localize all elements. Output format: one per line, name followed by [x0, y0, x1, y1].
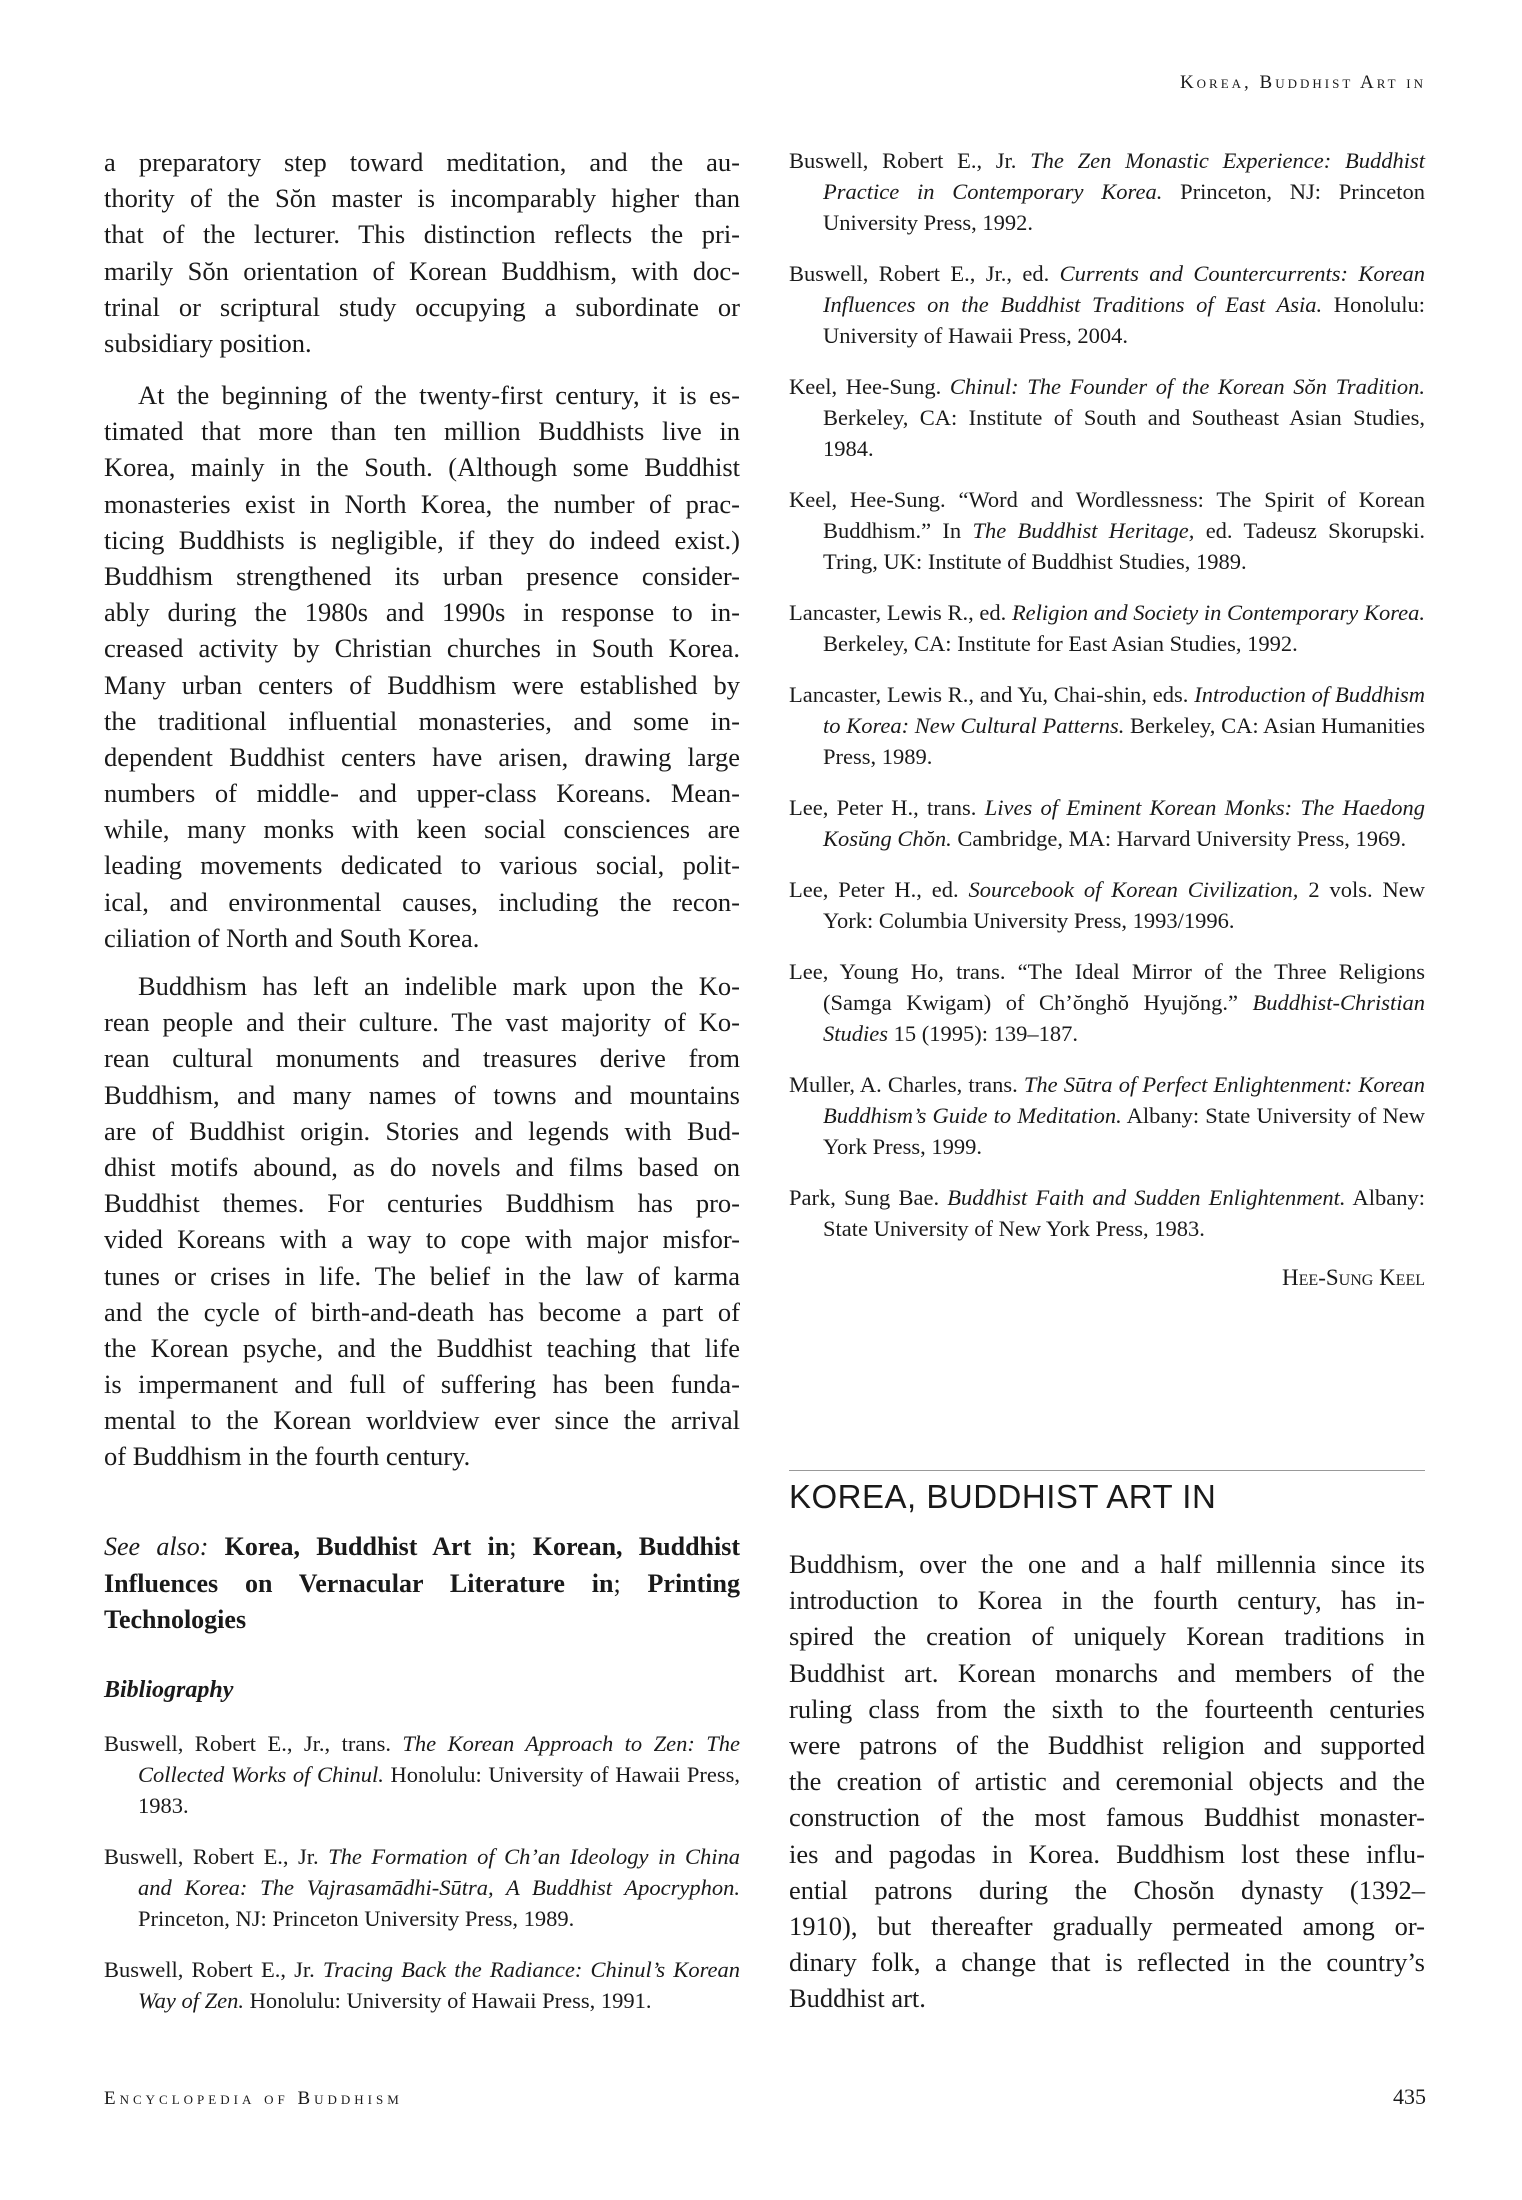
text-line: thority of the Sŏn master is incomparably higher than [104, 183, 740, 214]
entry-text: Princeton, NJ: Princeton University Press, 1992. [823, 179, 1425, 235]
bibliography-entry [789, 145, 1425, 238]
entry-title: Sourcebook of Korean Civilization, [968, 877, 1299, 902]
bibliography-list-left [104, 1728, 740, 2036]
see-also-link[interactable]: Korean, Buddhist Influences on Vernacular Literature in [104, 1532, 740, 1598]
text-line: Korea, mainly in the South. (Although some Buddhist [104, 452, 740, 483]
entry-text: Princeton, NJ: Princeton University Press, 1989. [138, 1906, 575, 1931]
entry-title: Buddhist-Christian Studies [823, 990, 1425, 1046]
entry-title: The Formation of Ch’an Ideology in China and Korea: The Vajrasamādhi-Sūtra, A Buddhist Apocryphon. [138, 1844, 740, 1900]
entry-text: Berkeley, CA: Asian Humanities Press, 1989. [823, 713, 1425, 769]
see-also-label: See also: [104, 1532, 209, 1561]
text-line: timated that more than ten million Buddhists live in [104, 416, 740, 447]
text-line: ciliation of North and South Korea. [104, 922, 480, 953]
entry-text: Lee, Peter H., trans. [789, 795, 985, 820]
entry-text: Lee, Peter H., ed. [789, 877, 969, 902]
entry-text: Keel, Hee-Sung. [789, 374, 950, 399]
entry-text: Berkeley, CA: Institute for East Asian Studies, 1992. [823, 631, 1298, 656]
entry-title: Religion and Society in Contemporary Korea. [1011, 600, 1425, 625]
see-also: See also: Korea, Buddhist Art in; Korean, Buddhist Influences on Vernacular Literature in; Printing Technologies [104, 1532, 740, 1635]
entry-text: 15 (1995): 139–187. [888, 1021, 1078, 1046]
text-line: the traditional influential monasteries, and some in- [104, 705, 740, 736]
text-line: subsidiary position. [104, 327, 312, 358]
text-line: a preparatory step toward meditation, and the au- [104, 147, 740, 177]
running-head: Korea, Buddhist Art in [1179, 72, 1426, 93]
paragraph [104, 968, 740, 1475]
entry-title: The Zen Monastic Experience: Buddhist Practice in Contemporary Korea. [823, 148, 1425, 204]
text-line: numbers of middle- and upper-class Koreans. Mean- [104, 778, 740, 809]
text-line: were patrons of the Buddhist religion and supported [789, 1729, 1425, 1760]
text-line: ential patrons during the Chosŏn dynasty (1392– [789, 1874, 1425, 1905]
entry-title: Chinul: The Founder of the Korean Sŏn Tradition. [949, 374, 1425, 399]
entry-text: Cambridge, MA: Harvard University Press, 1969. [951, 826, 1407, 851]
bibliography-entry [789, 1069, 1425, 1162]
bibliography-entry [104, 1841, 740, 1934]
text-line: while, many monks with keen social consciences are [104, 814, 740, 845]
text-line: marily Sŏn orientation of Korean Buddhism, with doc- [104, 255, 740, 286]
entry-text: Park, Sung Bae. [789, 1185, 948, 1210]
bibliography-entry [104, 1954, 740, 2016]
entry-text: Buswell, Robert E., Jr. [789, 148, 1031, 173]
bibliography-entry [789, 679, 1425, 772]
text-line: Buddhism, and many names of towns and mountains [104, 1079, 740, 1110]
text-line: trinal or scriptural study occupying a subordinate or [104, 291, 740, 322]
article-title: KOREA, BUDDHIST ART IN [789, 1478, 1217, 1515]
entry-text: Berkeley, CA: Institute of South and Southeast Asian Studies, 1984. [823, 405, 1425, 461]
entry-text: Buswell, Robert E., Jr. [104, 1844, 329, 1869]
bibliography-entry [789, 1182, 1425, 1244]
entry-text: Honolulu: University of Hawaii Press, 2004. [823, 292, 1425, 348]
text-line: Buddhism strengthened its urban presence consider- [104, 560, 740, 591]
bibliography-entry [789, 956, 1425, 1049]
text-line: Buddhist art. Korean monarchs and members of the [789, 1657, 1425, 1688]
bibliography-entry [104, 1728, 740, 1821]
text-line: and the cycle of birth-and-death has become a part of [104, 1296, 740, 1327]
text-line: ruling class from the sixth to the fourteenth centuries [789, 1693, 1425, 1724]
text-line: ably during the 1980s and 1990s in response to in- [104, 597, 740, 628]
article-body [789, 1546, 1425, 2016]
footer-publication: Encyclopedia of Buddhism [104, 2088, 403, 2109]
text-line: ticing Buddhists is negligible, if they do indeed exist.) [104, 524, 740, 555]
entry-title: Buddhist Faith and Sudden Enlightenment. [947, 1185, 1346, 1210]
text-line: the creation of artistic and ceremonial objects and the [789, 1766, 1425, 1797]
entry-text: Buswell, Robert E., Jr., ed. [789, 261, 1060, 286]
text-line: introduction to Korea in the fourth century, has in- [789, 1585, 1425, 1616]
bibliography-entry [789, 371, 1425, 464]
text-line: of Buddhism in the fourth century. [104, 1441, 471, 1472]
bibliography-entry [789, 792, 1425, 854]
entry-title: Tracing Back the Radiance: Chinul’s Korean Way of Zen. [138, 1957, 740, 2013]
text-line: 1910), but thereafter gradually permeated among or- [789, 1910, 1425, 1941]
text-line: Buddhist art. [789, 1983, 926, 2014]
entry-text: Lancaster, Lewis R., ed. [789, 600, 1012, 625]
text-line: construction of the most famous Buddhist monaster- [789, 1802, 1425, 1833]
entry-title: Introduction of Buddhism to Korea: New Cultural Patterns. [823, 682, 1426, 738]
text-line: Buddhism, over the one and a half millennia since its [789, 1549, 1425, 1579]
entry-text: 2 vols. New York: Columbia University Press, 1993/1996. [823, 877, 1426, 933]
bibliography-list-right [789, 145, 1425, 1293]
text-line: dhist motifs abound, as do novels and films based on [104, 1151, 740, 1182]
entry-title: Currents and Countercurrents: Korean Influences on the Buddhist Traditions of East Asia. [823, 261, 1425, 317]
text-line: leading movements dedicated to various social, polit- [104, 850, 740, 881]
text-line: At the beginning of the twenty-first century, it is es- [138, 380, 740, 410]
entry-text: Keel, Hee-Sung. “Word and Wordlessness: The Spirit of Korean Buddhism.” In [789, 487, 1425, 543]
entry-text: Muller, A. Charles, trans. [789, 1072, 1024, 1097]
text-line: the Korean psyche, and the Buddhist teaching that life [104, 1332, 740, 1363]
text-line: rean cultural monuments and treasures derive from [104, 1043, 740, 1074]
entry-text: Albany: State University of New York Press, 1999. [823, 1103, 1425, 1159]
text-line: that of the lecturer. This distinction reflects the pri- [104, 219, 740, 250]
entry-text: Buswell, Robert E., Jr. [104, 1957, 323, 1982]
see-also-link[interactable]: Korea, Buddhist Art in [224, 1532, 510, 1561]
text-line: monasteries exist in North Korea, the number of prac- [104, 488, 740, 519]
text-line: Buddhist themes. For centuries Buddhism has pro- [104, 1188, 740, 1219]
entry-text: Buswell, Robert E., Jr., trans. [104, 1731, 403, 1756]
entry-text: Honolulu: University of Hawaii Press, 1991. [244, 1988, 652, 2013]
text-line: dependent Buddhist centers have arisen, drawing large [104, 741, 740, 772]
text-line: Buddhism has left an indelible mark upon the Ko- [138, 971, 740, 1001]
see-also-link[interactable]: Printing Technologies [104, 1568, 740, 1635]
entry-text: ed. Tadeusz Skorupski. Tring, UK: Institute of Buddhist Studies, 1989. [823, 518, 1426, 574]
entry-text: Lee, Young Ho, trans. “The Ideal Mirror of the Three Religions (Samga Kwigam) of Ch’ŏnghŏ Hyujŏng.” [789, 959, 1425, 1015]
entry-title: The Buddhist Heritage, [972, 518, 1195, 543]
text-line: ies and pagodas in Korea. Buddhism lost these influ- [789, 1838, 1425, 1869]
text-line: tunes or crises in life. The belief in the law of karma [104, 1260, 740, 1291]
text-line: dinary folk, a change that is reflected in the country’s [789, 1947, 1425, 1978]
bibliography-entry [789, 484, 1425, 577]
paragraph [104, 144, 740, 361]
bibliography-entry [789, 258, 1425, 351]
entry-title: The Korean Approach to Zen: The Collected Works of Chinul. [138, 1731, 741, 1787]
bibliography-entry [789, 597, 1425, 659]
entry-text: Honolulu: University of Hawaii Press, 1983. [138, 1762, 740, 1818]
text-line: mental to the Korean worldview ever since the arrival [104, 1405, 740, 1436]
entry-title: The Sūtra of Perfect Enlightenment: Korean Buddhism’s Guide to Meditation. [823, 1072, 1425, 1128]
text-line: creased activity by Christian churches in South Korea. [104, 633, 740, 664]
text-line: vided Koreans with a way to cope with major misfor- [104, 1224, 740, 1255]
bibliography-entry [789, 874, 1425, 936]
entry-text: Albany: State University of New York Press, 1983. [823, 1185, 1425, 1241]
text-line: are of Buddhist origin. Stories and legends with Bud- [104, 1115, 740, 1146]
bibliography-heading: Bibliography [104, 1677, 234, 1703]
author-signature: Hee-Sung Keel [1282, 1265, 1425, 1290]
text-line: is impermanent and full of suffering has been funda- [104, 1369, 740, 1400]
text-line: rean people and their culture. The vast majority of Ko- [104, 1007, 740, 1038]
text-line: spired the creation of uniquely Korean traditions in [789, 1621, 1425, 1652]
entry-text: Lancaster, Lewis R., and Yu, Chai-shin, eds. [789, 682, 1195, 707]
page-number: 435 [1393, 2084, 1426, 2109]
text-line: ical, and environmental causes, including the recon- [104, 886, 740, 917]
article-divider [789, 1470, 1425, 1471]
paragraph [104, 377, 740, 956]
text-line: Many urban centers of Buddhism were established by [104, 669, 740, 700]
entry-title: Lives of Eminent Korean Monks: The Haedong Kosŭng Chŏn. [823, 795, 1425, 851]
